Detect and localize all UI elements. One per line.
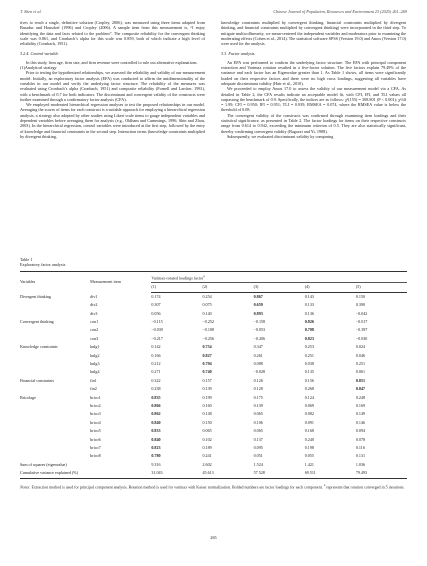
table-row	[20, 469, 407, 478]
cell-item: knlg3	[90, 361, 100, 367]
cell-variable: Divergent thinking	[20, 293, 51, 299]
cell-loading: 0.261	[253, 352, 263, 358]
cell-loading: 0.069	[304, 403, 314, 409]
table-row	[20, 368, 407, 376]
subheading-analytical-strategy: (1)Analytical strategy	[20, 65, 57, 71]
cell-loading: 0.146	[355, 419, 366, 425]
cell-variable	[20, 310, 90, 318]
cell-loading: 0.136	[304, 310, 314, 316]
cell-loading: 0.708	[304, 327, 314, 333]
cell-loading: −0.252	[202, 318, 214, 324]
cell-item: brico8	[90, 453, 101, 459]
cell-loading: 0.133	[304, 302, 314, 308]
cell-loading: 69.511	[305, 469, 356, 478]
cell-variable	[20, 385, 90, 393]
table-row	[20, 318, 407, 326]
table-row	[20, 352, 407, 360]
cell-loading: −0.217	[151, 335, 163, 341]
cell-loading: 0.390	[355, 302, 366, 308]
cell-loading: 0.866	[151, 403, 161, 409]
table-row	[20, 402, 407, 410]
paragraph-cfa: We proceeded to employ Amos 17.0 to assess the validity of our measurement model via a CFA. As detailed in Table 2, the CFA results indicate an acceptable model fit, with CFI, IFI, and TLI values all surpassing the benchmark of 0.9. Specifically, the indices are as follows: χ²(155) = 308.801 (P < 0.001); χ²/df = 1.99; CFI = 0.950; IFI = 0.951; TLI = 0.939; RMSEA = 0.074, where the RMSEA value is below the threshold of 0.08.	[221, 86, 406, 113]
table-row	[20, 444, 407, 452]
cell-loading: 0.307	[151, 302, 161, 308]
cell-item	[90, 469, 151, 478]
cell-loading: 0.056	[151, 310, 161, 316]
cell-loading: 0.124	[304, 394, 314, 400]
cell-item: brico2	[90, 403, 101, 409]
paragraph-control: In this study, firm age, firm size, and firm revenue were controlled to rule out alternative explanations.	[26, 59, 198, 65]
cell-item: brico1	[90, 394, 101, 400]
cell-loading: 0.143	[304, 293, 314, 299]
cell-loading: 0.091	[304, 419, 314, 425]
cell-loading: 0.268	[304, 386, 314, 392]
header-loadings-text: Varimax-rotated loadings factor	[151, 274, 204, 280]
cell-variable	[20, 402, 90, 410]
cell-loading: −0.158	[253, 318, 266, 324]
cell-loading: 0.135	[304, 369, 314, 375]
cell-loading: 0.189	[202, 445, 212, 451]
right-column	[221, 20, 406, 139]
table-row	[20, 427, 407, 435]
table-row	[20, 301, 407, 309]
cell-item: brico7	[90, 445, 101, 451]
header-factor-1: (1)	[151, 283, 202, 292]
cell-loading: 0.659	[253, 302, 263, 308]
cell-loading: −0.397	[355, 327, 368, 333]
cell-loading: 0.251	[355, 361, 366, 367]
cell-item: div2	[90, 302, 98, 308]
cell-loading: −0.256	[202, 335, 214, 341]
cell-loading: 0.199	[202, 394, 212, 400]
cell-loading: 0.823	[151, 445, 161, 451]
cell-variable: Sum of squares (eigenvalue)	[20, 461, 67, 467]
cell-loading: 0.116	[355, 445, 365, 451]
cell-loading: 0.212	[151, 361, 161, 367]
table-row	[20, 343, 407, 351]
header-factor-5: (5)	[356, 283, 407, 292]
cell-variable	[20, 452, 90, 460]
cell-loading: 0.174	[151, 293, 161, 299]
table-row	[20, 335, 407, 343]
paragraph-continuation-left: tives to reach a single, definitive solution (Cropley, 2006), was measured using three items adapted from Basadur and Hausdorf (1996) and Cropley (2006). A sample item from this measurement is, “I enjoy identifying the data and facts related to the problem”. The composite reliability for the convergent thinking scale was 0.861, and Cronbach’s alpha for this scale was 0.859, both of which indicate a high level of reliability (Cronbach, 1951).	[20, 20, 205, 47]
cell-loading: −0.042	[355, 310, 368, 316]
cell-loading: 0.140	[202, 310, 212, 316]
table-row	[20, 292, 407, 301]
cell-loading: 0.271	[151, 369, 161, 375]
cell-loading: 0.835	[151, 394, 161, 400]
cell-variable	[20, 352, 90, 360]
cell-item: brico4	[90, 419, 101, 425]
cell-loading: 0.150	[202, 419, 212, 425]
cell-loading: 0.128	[253, 386, 263, 392]
cell-loading: 1.036	[355, 461, 366, 467]
cell-item: knlg2	[90, 352, 100, 358]
header-measurement-item: Measurement item	[90, 271, 151, 292]
header-factor-2: (2)	[202, 283, 253, 292]
cell-loading: 0.061	[355, 369, 366, 375]
cell-loading: 0.088	[253, 361, 263, 367]
cell-loading: 0.862	[151, 411, 161, 417]
table-row	[20, 410, 407, 418]
cell-item	[90, 461, 151, 469]
notes-footnote-marker: a	[323, 482, 326, 487]
cell-loading: 31.043	[151, 469, 202, 478]
header-factor-4: (4)	[305, 283, 356, 292]
table-row	[20, 419, 407, 427]
cell-item: con1	[90, 318, 99, 324]
cell-item: div3	[90, 310, 98, 316]
cell-item: con2	[90, 327, 99, 333]
table-row	[20, 436, 407, 444]
cell-loading: 0.082	[304, 411, 314, 417]
cell-loading: 0.055	[304, 453, 314, 459]
cell-loading: 0.847	[355, 386, 366, 392]
cell-loading: 0.851	[355, 377, 366, 383]
cell-variable	[20, 410, 90, 418]
cell-variable	[20, 368, 90, 376]
cell-loading: 0.198	[304, 445, 314, 451]
cell-loading: 0.065	[253, 411, 263, 417]
cell-loading: 1.421	[304, 461, 314, 467]
cell-item: brico6	[90, 436, 101, 442]
table-row	[20, 394, 407, 402]
table-row	[20, 452, 407, 460]
cell-loading: 0.065	[253, 428, 263, 434]
cell-variable	[20, 335, 90, 343]
table-row	[20, 377, 407, 385]
cell-loading: 2.602	[202, 461, 212, 467]
cell-item: knlg1	[90, 344, 100, 350]
cell-variable	[20, 444, 90, 452]
left-column	[20, 20, 205, 139]
cell-loading: 1.524	[253, 461, 263, 467]
section-heading-factor-analysis: 3.3. Factor analysis	[221, 51, 255, 57]
cell-variable: Financial constraints	[20, 377, 54, 383]
paragraph-strategy-2: We employed moderated hierarchical regression analyses to test the proposed relationships in our model. Averaging the scores of items for each construct is a suitable approach for employing a hierarchical regression analysis, a strategy also adopted by other studies using Likert scale items to gauge independent variables and dependent variables before averaging them for analysis (e.g., Oldham and Cummings, 1996; Shin and Zhou, 2003). In the hierarchical regression, control variables were introduced at the first step, followed by the entry of knowledge and financial constraints in the second step. Interaction terms (knowledge constraints multiplied by divergent thinking,	[20, 102, 205, 139]
paragraph-continuation-right: knowledge constraints multiplied by convergent thinking, financial constraints multiplied by divergent thinking, and financial constraints multiplied by convergent thinking) were incorporated in the third step. To mitigate multicollinearity, we mean-centered the independent variables and moderators prior to examining the moderating effects (Cohen et al., 2014). The statistical software SPSS (Version 19.0) and Amos (Version 17.0) were used for the analysis.	[221, 20, 406, 47]
table-1	[20, 257, 407, 489]
cell-loading: 0.169	[355, 403, 366, 409]
cell-loading: 0.794	[202, 361, 212, 367]
cell-loading: 0.780	[151, 453, 161, 459]
cell-loading: 0.106	[253, 419, 263, 425]
notes-text: Extraction method is used for principal component analysis. Rotation method is used for varimax with Kaiser normalization. Bolded numbers are factor loadings for each component.	[31, 484, 323, 490]
cell-loading: 0.826	[304, 318, 314, 324]
cell-loading: −0.028	[253, 369, 266, 375]
cell-loading: 0.078	[355, 436, 366, 442]
cell-loading: 0.253	[304, 344, 314, 350]
cell-loading: 0.148	[202, 411, 212, 417]
cell-loading: 0.248	[355, 394, 366, 400]
factor-table	[20, 271, 407, 479]
cell-item: fin1	[90, 377, 97, 383]
cell-item: knlg4	[90, 369, 100, 375]
cell-loading: 57.528	[254, 469, 305, 478]
paragraph-strategy-1: Prior to testing the hypothesized relationships, we assessed the reliability and validity of our measurement model. Initially, an exploratory factor analysis (EFA) was conducted to affirm the unidimensionality of the variables in our model and verify the underlying factor structure. The reliability of the measures was evaluated using Cronbach’s alpha (Cronbach, 1951) and composite reliability (Fornell and Larcker, 1981), with a benchmark of 0.7 for both indicators. The discriminant and convergent validity of the constructs were further examined through a confirmatory factor analysis (CFA).	[20, 70, 205, 102]
cell-loading: 0.139	[253, 403, 263, 409]
table-row	[20, 310, 407, 318]
cell-loading: 79.493	[356, 469, 407, 478]
cell-loading: 0.024	[355, 344, 366, 350]
running-header-journal: Chinese Journal of Population, Resources and Environment 23 (2025) 261–269	[273, 9, 407, 14]
cell-variable	[20, 360, 90, 368]
paragraph-subsequent: Subsequently, we evaluated discriminant validity by comparing	[227, 133, 334, 139]
cell-loading: 0.251	[304, 352, 314, 358]
cell-loading: 0.137	[253, 436, 263, 442]
cell-loading: 0.827	[202, 352, 212, 358]
table-row	[20, 461, 407, 469]
cell-loading: 0.238	[151, 386, 161, 392]
cell-variable	[20, 326, 90, 334]
cell-variable	[20, 427, 90, 435]
cell-item: con3	[90, 335, 99, 341]
cell-loading: 0.149	[355, 411, 366, 417]
cell-loading: 0.046	[355, 352, 366, 358]
section-heading-control-variable: 3.2.4. Control variable	[20, 51, 59, 57]
cell-item: div1	[90, 293, 98, 299]
cell-loading: 0.347	[253, 344, 263, 350]
cell-loading: 0.166	[151, 352, 161, 358]
header-loadings-marker: a	[203, 273, 205, 278]
cell-loading: 0.322	[151, 377, 161, 383]
cell-variable	[20, 419, 90, 427]
table-caption: Exploratory factor analysis	[20, 262, 66, 268]
cell-loading: 0.893	[253, 310, 263, 316]
cell-variable: Cumulative variance explained (%)	[20, 469, 90, 478]
cell-loading: 0.240	[304, 436, 314, 442]
cell-item: fin2	[90, 386, 97, 392]
paragraph-validity: The convergent validity of the constructs was confirmed through examining item loadings and their statistical significance, as presented in Table 2. The factor loadings for items on their respective constructs range from 0.614 to 0.942, exceeding the minimum criterion of 0.5. They are also statistically significant, thereby confirming convergent validity (Bagozzi and Yi, 1988).	[221, 112, 406, 134]
cell-loading: 0.840	[151, 436, 161, 442]
table-row	[20, 326, 407, 334]
cell-loading: 0.126	[253, 377, 263, 383]
table-body	[20, 292, 407, 478]
page-number: 265	[210, 535, 217, 540]
notes-label: Notes:	[20, 484, 31, 490]
cell-loading: 9.316	[151, 461, 161, 467]
cell-loading: 0.142	[151, 344, 161, 350]
cell-loading: 0.241	[202, 453, 212, 459]
cell-item: brico3	[90, 411, 101, 417]
cell-loading: 0.051	[253, 453, 263, 459]
running-header-authors: T. Shen et al.	[20, 9, 42, 14]
cell-loading: 0.150	[355, 293, 366, 299]
cell-loading: −0.115	[151, 318, 163, 324]
cell-loading: 0.065	[202, 428, 212, 434]
cell-loading: 0.833	[151, 428, 161, 434]
running-header	[20, 9, 407, 14]
cell-loading: 45.613	[202, 469, 253, 478]
cell-loading: 0.131	[355, 453, 366, 459]
cell-loading: 0.157	[202, 377, 212, 383]
cell-loading: 0.254	[202, 293, 212, 299]
cell-loading: 0.038	[304, 361, 314, 367]
cell-loading: 0.740	[202, 369, 212, 375]
header-variables: Variables	[20, 271, 90, 292]
table-label: Table 1	[20, 257, 33, 262]
header-loadings	[151, 271, 407, 283]
cell-loading: 0.075	[202, 302, 212, 308]
header-factor-3: (3)	[254, 283, 305, 292]
cell-variable	[20, 436, 90, 444]
table-notes	[20, 483, 407, 489]
cell-variable: Knowledge constraints	[20, 344, 58, 350]
cell-loading: −0.206	[253, 335, 266, 341]
cell-loading: 0.139	[202, 386, 212, 392]
cell-loading: −0.017	[355, 318, 368, 324]
cell-loading: 0.823	[304, 335, 314, 341]
cell-variable: Bricolage	[20, 394, 36, 400]
cell-loading: 0.102	[202, 436, 212, 442]
notes-footnote-text: represents that rotation converged in 5 iterations.	[326, 484, 405, 490]
cell-loading: 0.867	[253, 293, 263, 299]
cell-loading: −0.039	[151, 327, 163, 333]
cell-loading: −0.108	[202, 327, 214, 333]
cell-item: brico5	[90, 428, 101, 434]
cell-loading: 0.156	[304, 377, 314, 383]
cell-variable	[20, 301, 90, 309]
cell-loading: 0.094	[355, 428, 366, 434]
cell-loading: −0.053	[253, 327, 266, 333]
cell-loading: 0.840	[151, 419, 161, 425]
cell-loading: 0.175	[253, 394, 263, 400]
cell-loading: 0.168	[304, 428, 314, 434]
cell-loading: 0.754	[202, 344, 212, 350]
table-row	[20, 360, 407, 368]
table-row	[20, 385, 407, 393]
cell-variable: Convergent thinking	[20, 318, 54, 324]
cell-loading: −0.030	[355, 335, 368, 341]
cell-loading: 0.095	[253, 445, 263, 451]
paragraph-efa: An EFA was performed to confirm the underlying factor structure. The EFA with principal component extraction and Varimax rotation resulted in a five-factor solution. The five factors explain 79.49% of the variance and each factor has an Eigenvalue greater than 1. As Table 1 shows, all items were significantly loaded on their respective factors and there were no high cross loadings, suggesting all variables have adequate discriminant validity (Hair et al., 2010).	[221, 59, 406, 86]
cell-loading: 0.160	[202, 403, 212, 409]
